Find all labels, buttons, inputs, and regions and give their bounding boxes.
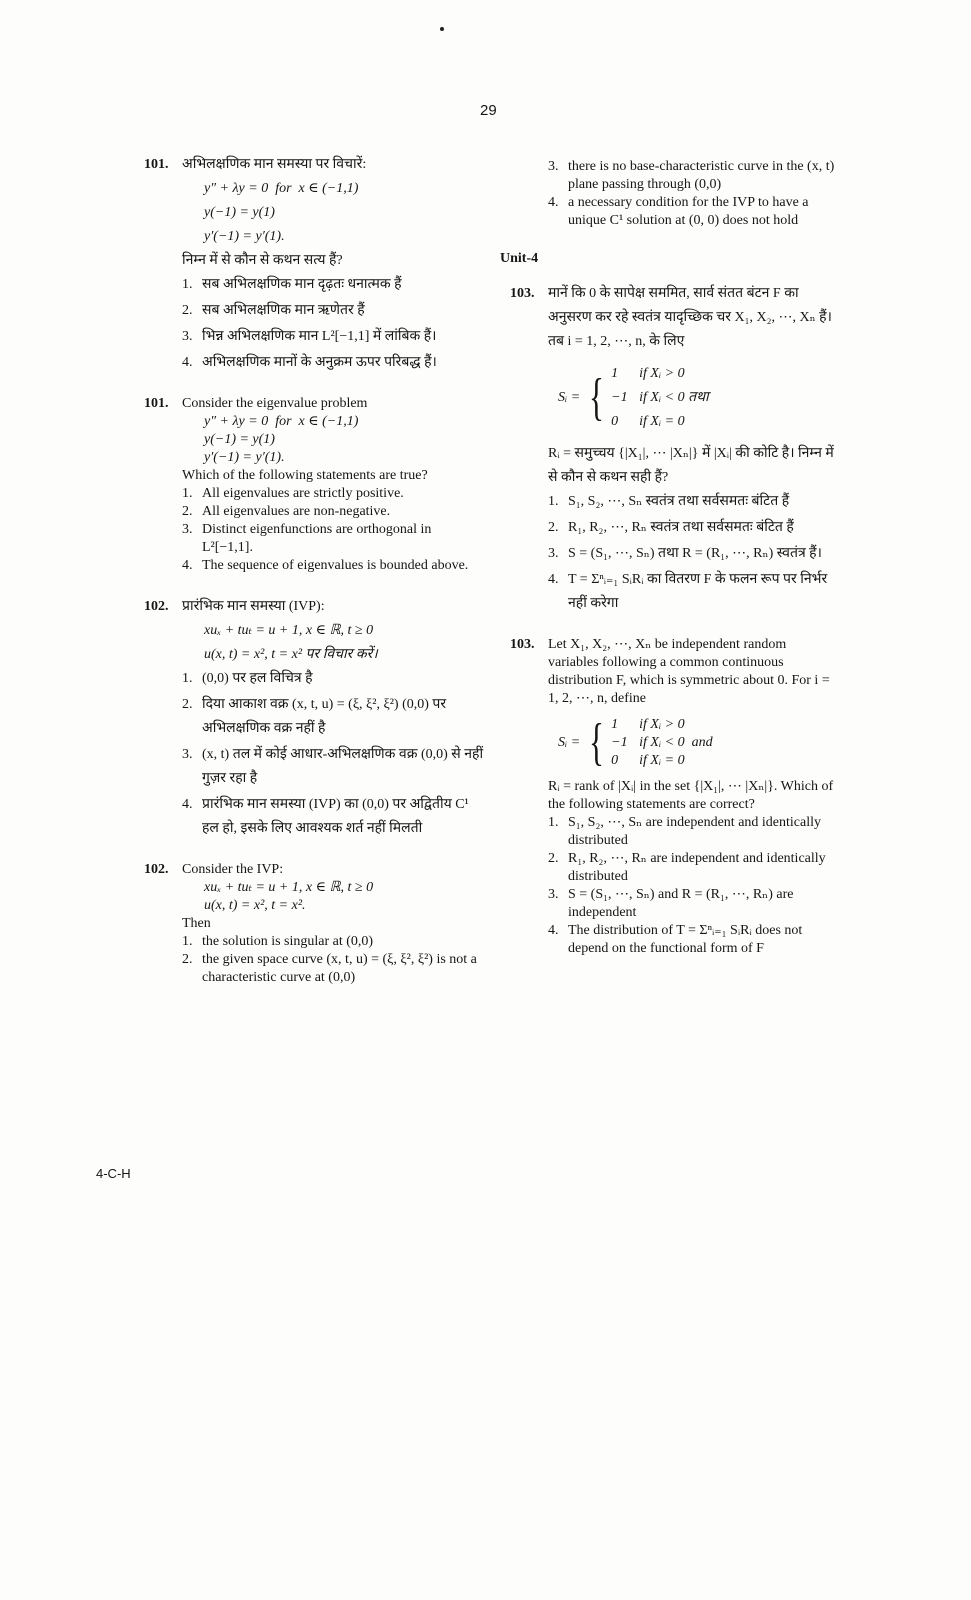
question-102-english-continued: [510, 158, 840, 230]
option-text: there is no base-characteristic curve in the (x, t) plane passing through (0,0): [568, 159, 835, 192]
options-list: [548, 814, 840, 958]
option-text: सब अभिलक्षणिक मान ऋणेतर हैं: [202, 303, 365, 318]
equation: y″ + λy = 0 for x ∈ (−1,1): [204, 414, 359, 429]
option-text: The distribution of T = Σⁿᵢ₌₁ SᵢRᵢ does not depend on the functional form of F: [568, 923, 803, 956]
option-1: [548, 490, 840, 514]
case-row: [611, 716, 713, 734]
option-number: 2.: [548, 520, 559, 535]
option-4: [182, 351, 484, 375]
option-number: 3.: [182, 522, 193, 537]
option-text: All eigenvalues are non-negative.: [202, 504, 391, 519]
question-prompt: Rᵢ = समुच्चय {|X₁|, ⋯ |Xₙ|} में |Xᵢ| की कोटि है। निम्न में से कौन से कथन सही हैं?: [548, 446, 834, 485]
option-4: [548, 194, 840, 230]
option-3: [548, 542, 840, 566]
equation: y′(−1) = y′(1).: [204, 450, 285, 465]
page-number: 29: [480, 102, 497, 119]
option-text: the given space curve (x, t, u) = (ξ, ξ², ξ²) is not a characteristic curve at (0,0): [202, 952, 477, 985]
case-value: 0: [611, 414, 619, 429]
option-number: 2.: [182, 952, 193, 967]
option-1: [182, 667, 484, 691]
option-1: [182, 933, 484, 951]
option-text: अभिलक्षणिक मानों के अनुक्रम ऊपर परिबद्ध हैं।: [202, 355, 437, 370]
equation: y′(−1) = y′(1).: [204, 229, 285, 244]
question-102-hindi: [144, 595, 484, 841]
piecewise-definition: [558, 716, 840, 770]
option-number: 4.: [182, 558, 193, 573]
cases: [611, 716, 713, 770]
options-list: [548, 490, 840, 616]
question-stem: प्रारंभिक मान समस्या (IVP):: [182, 599, 325, 614]
question-prompt: निम्न में से कौन से कथन सत्य हैं?: [182, 253, 343, 268]
option-number: 4.: [548, 195, 559, 210]
left-column: [144, 153, 484, 1007]
equation: y″ + λy = 0 for x ∈ (−1,1): [204, 181, 359, 196]
options-list: [548, 158, 840, 230]
question-103-english: [510, 636, 840, 958]
case-row: [611, 734, 713, 752]
question-101-hindi: [144, 153, 484, 375]
option-2: [182, 299, 484, 323]
option-3: [182, 743, 484, 791]
option-2: [182, 503, 484, 521]
option-text: S = (S₁, ⋯, Sₙ) तथा R = (R₁, ⋯, Rₙ) स्वतंत्र हैं।: [568, 546, 822, 561]
question-stem: Consider the IVP:: [182, 862, 284, 877]
equation: xuₓ + tuₜ = u + 1, x ∈ ℝ, t ≥ 0: [204, 880, 374, 895]
option-text: (x, t) तल में कोई आधार-अभिलक्षणिक वक्र (0,0) से नहीं गुज़र रहा है: [202, 747, 484, 786]
piecewise-definition: [558, 362, 840, 434]
option-3: [548, 158, 840, 194]
option-2: [548, 516, 840, 540]
question-102-english: [144, 861, 484, 987]
option-number: 4.: [548, 923, 559, 938]
option-1: [548, 814, 840, 850]
case-value: 1: [611, 717, 619, 732]
option-text: S = (S₁, ⋯, Sₙ) and R = (R₁, ⋯, Rₙ) are independent: [568, 887, 794, 920]
cases: [611, 362, 709, 434]
option-number: 2.: [182, 697, 193, 712]
case-row: [611, 386, 709, 410]
option-number: 4.: [548, 572, 559, 587]
question-stem: Let X₁, X₂, ⋯, Xₙ be independent random variables following a common continuous distribution F, which is symmetric about 0. For i = 1, 2, ⋯, n, define: [548, 637, 830, 706]
option-number: 3.: [548, 159, 559, 174]
option-text: सब अभिलक्षणिक मान दृढ़तः धनात्मक हैं: [202, 277, 402, 292]
option-2: [548, 850, 840, 886]
option-number: 1.: [548, 815, 559, 830]
option-number: 3.: [548, 546, 559, 561]
scan-speck: [440, 27, 444, 31]
case-condition: if Xᵢ = 0: [639, 753, 685, 768]
case-row: [611, 752, 713, 770]
option-4: [548, 568, 840, 616]
option-2: [182, 693, 484, 741]
case-condition: if Xᵢ > 0: [639, 717, 685, 732]
options-list: [182, 667, 484, 841]
equation: u(x, t) = x², t = x².: [204, 898, 306, 913]
option-number: 2.: [182, 504, 193, 519]
option-text: S₁, S₂, ⋯, Sₙ स्वतंत्र तथा सर्वसमतः बंटित हैं: [568, 494, 790, 509]
option-text: दिया आकाश वक्र (x, t, u) = (ξ, ξ², ξ²) (0,0) पर अभिलक्षणिक वक्र नहीं है: [202, 697, 447, 736]
option-text: R₁, R₂, ⋯, Rₙ स्वतंत्र तथा सर्वसमतः बंटित हैं: [568, 520, 794, 535]
option-text: S₁, S₂, ⋯, Sₙ are independent and identically distributed: [568, 815, 821, 848]
piecewise-lhs: Sᵢ =: [558, 390, 581, 405]
option-text: R₁, R₂, ⋯, Rₙ are independent and identically distributed: [568, 851, 826, 884]
option-2: [182, 951, 484, 987]
question-number: 103.: [510, 286, 535, 301]
case-condition: if Xᵢ = 0: [639, 414, 685, 429]
option-text: The sequence of eigenvalues is bounded above.: [202, 558, 469, 573]
option-4: [182, 793, 484, 841]
left-brace: {: [589, 369, 605, 426]
option-number: 3.: [182, 747, 193, 762]
equation: y(−1) = y(1): [204, 432, 275, 447]
option-number: 1.: [182, 486, 193, 501]
left-brace: {: [589, 714, 605, 771]
option-number: 3.: [548, 887, 559, 902]
case-row: [611, 410, 709, 434]
option-3: [548, 886, 840, 922]
footer-code: 4-C-H: [96, 1166, 131, 1181]
options-list: [182, 273, 484, 375]
option-number: 4.: [182, 797, 193, 812]
question-prompt: Rᵢ = rank of |Xᵢ| in the set {|X₁|, ⋯ |Xₙ|}. Which of the following statements are correct?: [548, 779, 834, 812]
option-3: [182, 521, 484, 557]
option-number: 2.: [548, 851, 559, 866]
option-number: 1.: [182, 277, 193, 292]
question-stem: अभिलक्षणिक मान समस्या पर विचारें:: [182, 157, 367, 172]
options-list: [182, 485, 484, 575]
option-number: 1.: [182, 934, 193, 949]
question-number: 101.: [144, 157, 169, 172]
option-number: 3.: [182, 329, 193, 344]
question-number: 103.: [510, 637, 535, 652]
piecewise-lhs: Sᵢ =: [558, 735, 581, 750]
case-value: 0: [611, 753, 619, 768]
option-number: 1.: [548, 494, 559, 509]
equation: y(−1) = y(1): [204, 205, 275, 220]
question-number: 102.: [144, 599, 169, 614]
option-3: [182, 325, 484, 349]
options-list: [182, 933, 484, 987]
option-text: All eigenvalues are strictly positive.: [202, 486, 404, 501]
question-number: 101.: [144, 396, 169, 411]
question-stem: Consider the eigenvalue problem: [182, 396, 368, 411]
option-text: Distinct eigenfunctions are orthogonal in L²[−1,1].: [202, 522, 432, 555]
question-prompt: Then: [182, 916, 211, 931]
right-column: [500, 158, 840, 978]
option-number: 4.: [182, 355, 193, 370]
option-number: 1.: [182, 671, 193, 686]
question-prompt: Which of the following statements are true?: [182, 468, 428, 483]
case-value: 1: [611, 366, 619, 381]
option-number: 2.: [182, 303, 193, 318]
option-text: T = Σⁿᵢ₌₁ SᵢRᵢ का वितरण F के फलन रूप पर निर्भर नहीं करेगा: [568, 572, 828, 611]
case-condition: if Xᵢ < 0 तथा: [639, 390, 709, 405]
unit-heading: Unit-4: [500, 251, 539, 266]
case-row: [611, 362, 709, 386]
question-103-hindi: [510, 282, 840, 616]
option-1: [182, 273, 484, 297]
option-text: the solution is singular at (0,0): [202, 934, 374, 949]
option-text: a necessary condition for the IVP to have a unique C¹ solution at (0, 0) does not hold: [568, 195, 809, 228]
case-condition: if Xᵢ < 0 and: [639, 735, 713, 750]
option-text: (0,0) पर हल विचित्र है: [202, 671, 313, 686]
question-101-english: [144, 395, 484, 575]
option-text: प्रारंभिक मान समस्या (IVP) का (0,0) पर अद्वितीय C¹ हल हो, इसके लिए आवश्यक शर्त नहीं मिलती: [202, 797, 469, 836]
case-condition: if Xᵢ > 0: [639, 366, 685, 381]
question-number: 102.: [144, 862, 169, 877]
case-value: −1: [611, 390, 628, 405]
question-stem: मानें कि 0 के सापेक्ष सममित, सार्व संतत बंटन F का अनुसरण कर रहे स्वतंत्र यादृच्छिक चर X₁, X₂, ⋯, Xₙ हैं। तब i = 1, 2, ⋯, n, के लिए: [548, 286, 832, 349]
option-1: [182, 485, 484, 503]
equation: xuₓ + tuₜ = u + 1, x ∈ ℝ, t ≥ 0: [204, 623, 374, 638]
option-4: [548, 922, 840, 958]
option-4: [182, 557, 484, 575]
case-value: −1: [611, 735, 628, 750]
option-text: भिन्न अभिलक्षणिक मान L²[−1,1] में लांबिक हैं।: [202, 329, 437, 344]
equation: u(x, t) = x², t = x² पर विचार करें।: [204, 647, 378, 662]
